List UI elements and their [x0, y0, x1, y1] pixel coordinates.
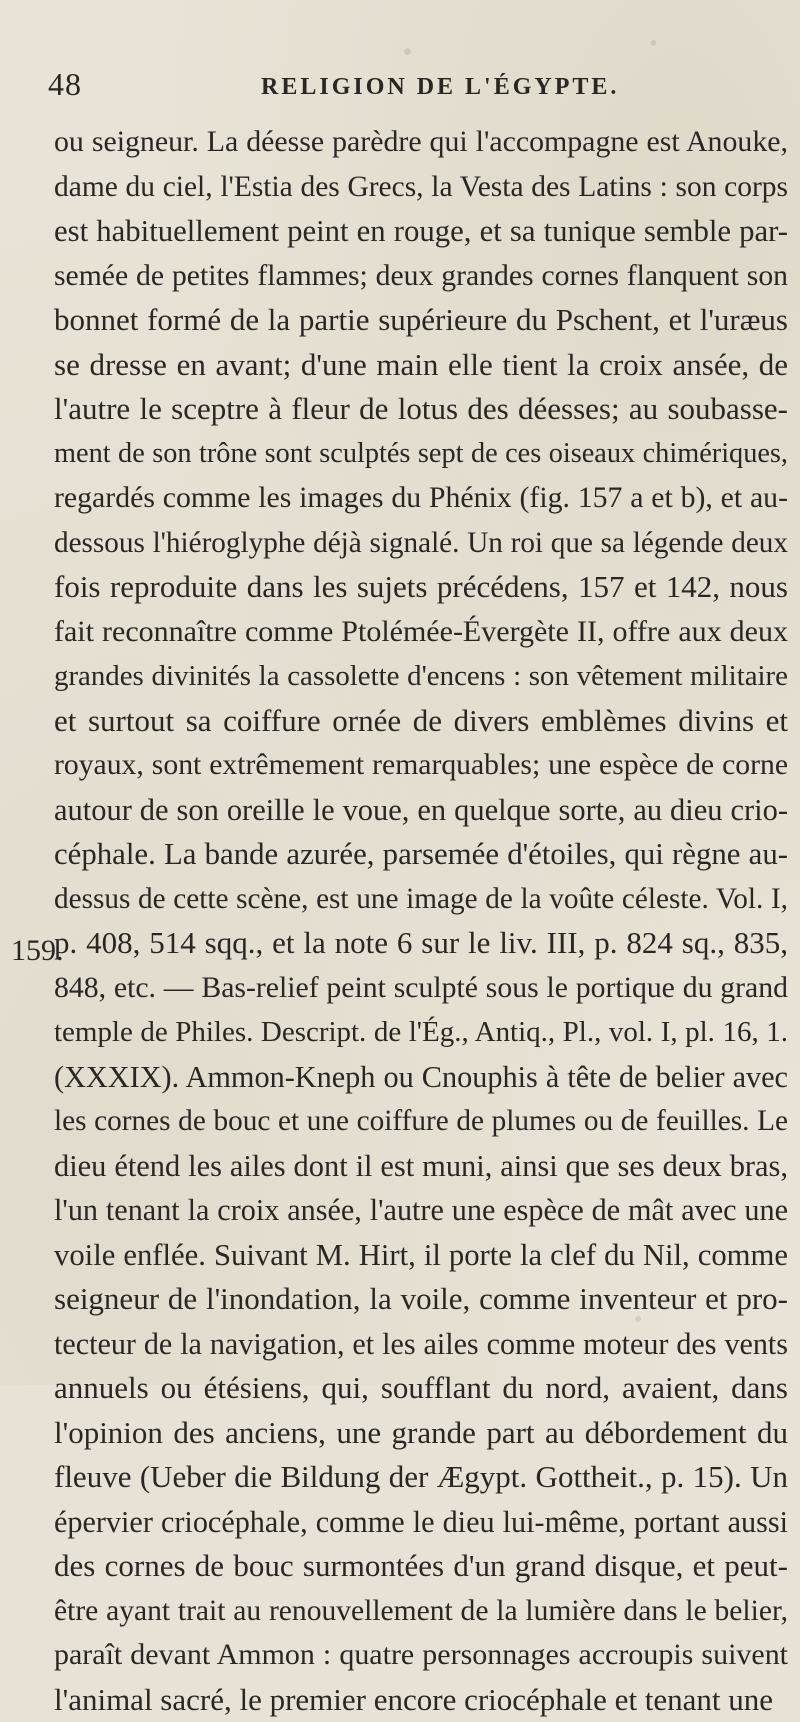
text-line: être ayant trait au renouvellement de la lumière dans le belier,: [54, 1589, 788, 1634]
text-line: céphale. La bande azurée, parsemée d'étoiles, qui règne au-: [54, 832, 788, 877]
text-line: bonnet formé de la partie supérieure du Pschent, et l'uræus: [54, 298, 788, 343]
text-line: regardés comme les images du Phénix (fig. 157 a et b), et au-: [54, 476, 788, 521]
text-line: semée de petites flammes; deux grandes cornes flanquent son: [54, 254, 788, 299]
text-line: dame du ciel, l'Estia des Grecs, la Vesta des Latins : son corps: [54, 165, 788, 210]
text-line: l'autre le sceptre à fleur de lotus des déesses; au soubasse-: [54, 387, 788, 432]
text-line: dieu étend les ailes dont il est muni, ainsi que ses deux bras,: [54, 1144, 788, 1189]
text-line: épervier criocéphale, comme le dieu lui-même, portant aussi: [54, 1500, 788, 1545]
text-line: fois reproduite dans les sujets précédens, 157 et 142, nous: [54, 565, 788, 610]
text-line: (XXXIX). Ammon-Kneph ou Cnouphis à tête de belier avec: [54, 1055, 788, 1100]
body-text: [54, 120, 788, 1722]
text-line: et surtout sa coiffure ornée de divers emblèmes divins et: [54, 699, 788, 744]
text-line: tecteur de la navigation, et les ailes comme moteur des vents: [54, 1322, 788, 1367]
text-line: paraît devant Ammon : quatre personnages accroupis suivent: [54, 1633, 788, 1678]
text-line: royaux, sont extrêmement remarquables; une espèce de corne: [54, 743, 788, 788]
text-line: ment de son trône sont sculptés sept de ces oiseaux chimériques,: [54, 432, 788, 477]
text-line: fleuve (Ueber die Bildung der Ægypt. Gottheit., p. 15). Un: [54, 1455, 788, 1500]
text-line: temple de Philes. Descript. de l'Ég., Antiq., Pl., vol. I, pl. 16, 1.: [54, 1010, 788, 1055]
text-line: 848, etc. — Bas-relief peint sculpté sous le portique du grand: [54, 966, 788, 1011]
text-line: est habituellement peint en rouge, et sa tunique semble par-: [54, 209, 788, 254]
ink-speck: [651, 40, 656, 46]
text-line: autour de son oreille le voue, en quelque sorte, au dieu crio-: [54, 788, 788, 833]
running-title: RELIGION DE L'ÉGYPTE.: [261, 72, 619, 102]
text-line: l'un tenant la croix ansée, l'autre une espèce de mât avec une: [54, 1188, 788, 1233]
text-line: voile enflée. Suivant M. Hirt, il porte la clef du Nil, comme: [54, 1233, 788, 1278]
text-line: fait reconnaître comme Ptolémée-Évergète II, offre aux deux: [54, 610, 788, 655]
text-line: l'animal sacré, le premier encore criocéphale et tenant une: [54, 1678, 788, 1722]
text-line: p. 408, 514 sqq., et la note 6 sur le liv. III, p. 824 sq., 835,: [54, 921, 788, 966]
text-line: dessous l'hiéroglyphe déjà signalé. Un roi que sa légende deux: [54, 521, 788, 566]
ink-speck: [404, 48, 411, 55]
running-header: [48, 66, 768, 110]
text-line: se dresse en avant; d'une main elle tient la croix ansée, de: [54, 343, 788, 388]
text-line: annuels ou étésiens, qui, soufflant du nord, avaient, dans: [54, 1366, 788, 1411]
page-number: 48: [48, 66, 82, 102]
figure-number-margin-note: 159.: [11, 933, 64, 969]
text-line: seigneur de l'inondation, la voile, comme inventeur et pro-: [54, 1277, 788, 1322]
text-line: ou seigneur. La déesse parèdre qui l'accompagne est Anouke,: [54, 120, 788, 165]
text-line: les cornes de bouc et une coiffure de plumes ou de feuilles. Le: [54, 1099, 788, 1144]
text-line: l'opinion des anciens, une grande part au débordement du: [54, 1411, 788, 1456]
text-line: grandes divinités la cassolette d'encens : son vêtement militaire: [54, 654, 788, 699]
text-line: des cornes de bouc surmontées d'un grand disque, et peut-: [54, 1544, 788, 1589]
text-line: dessus de cette scène, est une image de la voûte céleste. Vol. I,: [54, 877, 788, 922]
